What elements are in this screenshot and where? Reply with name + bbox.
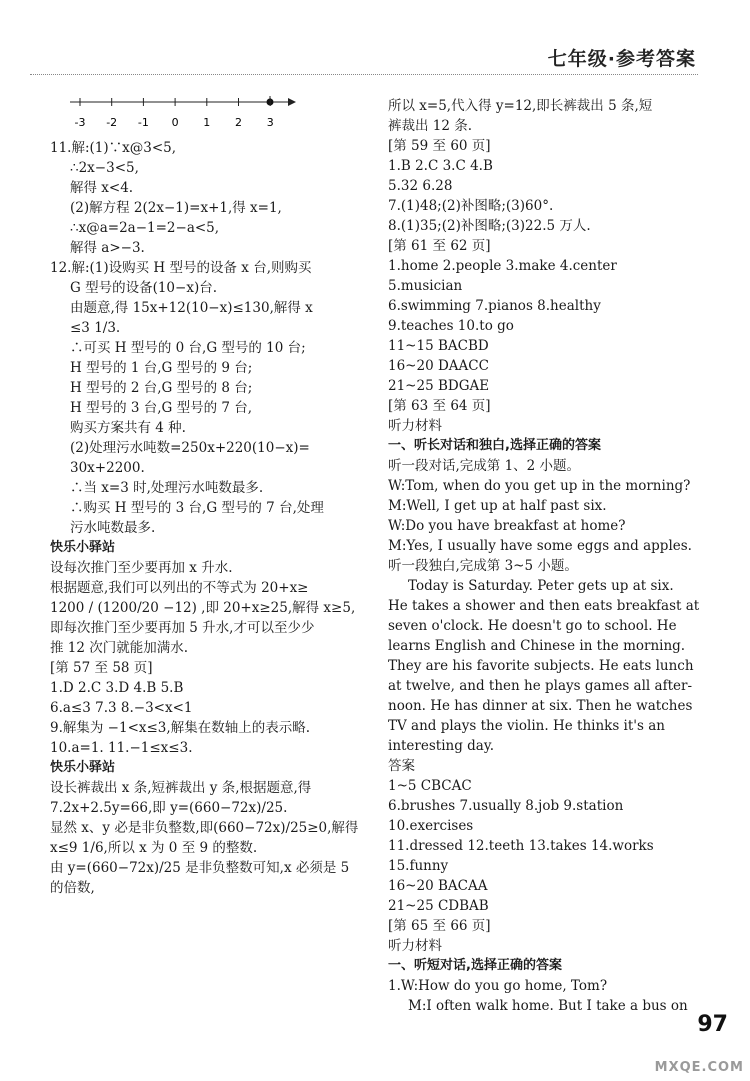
text-line: W:Do you have breakfast at home? xyxy=(388,518,626,534)
text-line: 30x+2200. xyxy=(70,460,145,476)
text-line: 设长裤裁出 x 条,短裤裁出 y 条,根据题意,得 xyxy=(50,780,312,796)
text-line: 8.(1)35;(2)补图略;(3)22.5 万人. xyxy=(388,218,591,234)
text-line: ∴2x−3<5, xyxy=(70,160,139,176)
text-line: H 型号的 1 台,G 型号的 9 台; xyxy=(70,360,253,376)
text-line: 设每次推门至少要再加 x 升水. xyxy=(50,560,233,576)
text-line: 听力材料 xyxy=(388,938,442,954)
axis-arrow xyxy=(288,98,296,106)
text-line: 解得 x<4. xyxy=(70,180,134,196)
text-line: 21~25 CDBAB xyxy=(388,898,489,914)
text-line: G 型号的设备(10−x)台. xyxy=(70,280,218,296)
text-line: 由题意,得 15x+12(10−x)≤130,解得 x xyxy=(70,300,313,316)
text-line: [第 59 至 60 页] xyxy=(388,138,491,154)
text-line: 9.解集为 −1<x≤3,解集在数轴上的表示略. xyxy=(50,720,310,736)
text-line: x≤9 1/6,所以 x 为 0 至 9 的整数. xyxy=(50,840,258,856)
text-line: M:Yes, I usually have some eggs and apples. xyxy=(388,538,692,554)
text-line: 一、听长对话和独白,选择正确的答案 xyxy=(388,438,601,453)
text-line: 5.musician xyxy=(388,278,463,294)
text-line: 5.32 6.28 xyxy=(388,178,453,194)
text-line: 答案 xyxy=(388,758,415,774)
page-title: 七年级·参考答案 xyxy=(547,48,696,70)
text-line: ≤3 1/3. xyxy=(70,320,121,336)
text-line: 的倍数, xyxy=(50,880,95,896)
text-line: They are his favorite subjects. He eats lunch xyxy=(388,658,694,674)
text-line: 1~5 CBCAC xyxy=(388,778,472,794)
text-line: ∴购买 H 型号的 3 台,G 型号的 7 台,处理 xyxy=(70,500,324,516)
number-line-figure xyxy=(66,96,306,136)
text-line: 推 12 次门就能加满水. xyxy=(50,640,189,656)
text-line: M:I often walk home. But I take a bus on xyxy=(408,998,688,1014)
text-line: 9.teaches 10.to go xyxy=(388,318,514,334)
text-line: 快乐小驿站 xyxy=(50,540,116,555)
text-line: 7.2x+2.5y=66,即 y=(660−72x)/25. xyxy=(50,800,288,816)
text-line: 听力材料 xyxy=(388,418,442,434)
text-line: [第 57 至 58 页] xyxy=(50,660,153,676)
right-column xyxy=(388,96,718,1016)
text-line: 听一段对话,完成第 1、2 小题。 xyxy=(388,458,581,474)
text-line: 12.解:(1)设购买 H 型号的设备 x 台,则购买 xyxy=(50,260,312,276)
text-line: ∴可买 H 型号的 0 台,G 型号的 10 台; xyxy=(70,340,306,356)
text-line: 10.exercises xyxy=(388,818,474,834)
text-line: (2)处理污水吨数=250x+220(10−x)= xyxy=(70,440,310,456)
text-line: 即每次推门至少要再加 5 升水,才可以至少少 xyxy=(50,620,315,636)
text-line: 由 y=(660−72x)/25 是非负整数可知,x 必须是 5 xyxy=(50,860,350,876)
text-line: 7.(1)48;(2)补图略;(3)60°. xyxy=(388,198,554,214)
text-line: M:Well, I get up at half past six. xyxy=(388,498,607,514)
text-line: 1.D 2.C 3.D 4.B 5.B xyxy=(50,680,184,696)
text-line: 根据题意,我们可以列出的不等式为 20+x≥ xyxy=(50,580,309,596)
text-line: [第 61 至 62 页] xyxy=(388,238,491,254)
text-line: noon. He has dinner at six. Then he watches xyxy=(388,698,693,714)
text-line: 10.a=1. 11.−1≤x≤3. xyxy=(50,740,193,756)
number-line-tick-label: 0 xyxy=(171,116,179,129)
text-line: ∴x@a=2a−1=2−a<5, xyxy=(70,220,220,236)
text-line: 6.swimming 7.pianos 8.healthy xyxy=(388,298,601,314)
text-line: (2)解方程 2(2x−1)=x+1,得 x=1, xyxy=(70,200,282,216)
number-line-tick-label: 1 xyxy=(203,116,211,129)
text-line: seven o'clock. He doesn't go to school. He xyxy=(388,618,677,634)
watermark: MXQE.COM xyxy=(654,1060,744,1075)
text-line: H 型号的 2 台,G 型号的 8 台; xyxy=(70,380,253,396)
text-line: 快乐小驿站 xyxy=(50,760,116,775)
text-line: Today is Saturday. Peter gets up at six. xyxy=(408,578,674,594)
text-line: 6.a≤3 7.3 8.−3<x<1 xyxy=(50,700,193,716)
number-line-tick-label: -2 xyxy=(106,116,118,129)
text-line: 污水吨数最多. xyxy=(70,520,156,536)
text-line: 一、听短对话,选择正确的答案 xyxy=(388,958,562,973)
text-line: 16~20 BACAA xyxy=(388,878,488,894)
text-line: 解得 a>−3. xyxy=(70,240,145,256)
text-line: [第 65 至 66 页] xyxy=(388,918,491,934)
text-line: learns English and Chinese in the morning. xyxy=(388,638,686,654)
text-line: 6.brushes 7.usually 8.job 9.station xyxy=(388,798,624,814)
text-line: 11.dressed 12.teeth 13.takes 14.works xyxy=(388,838,654,854)
text-line: 15.funny xyxy=(388,858,449,874)
number-line-tick-label: -1 xyxy=(137,116,149,129)
text-line: He takes a shower and then eats breakfast at xyxy=(388,598,700,614)
header-divider xyxy=(30,74,698,75)
text-line: 21~25 BDGAE xyxy=(388,378,490,394)
text-line: interesting day. xyxy=(388,738,494,754)
text-line: TV and plays the violin. He thinks it's an xyxy=(388,718,665,734)
text-line: W:Tom, when do you get up in the morning? xyxy=(388,478,691,494)
text-line: 1.home 2.people 3.make 4.center xyxy=(388,258,617,274)
text-line: 1.W:How do you go home, Tom? xyxy=(388,978,608,994)
text-line: 裤裁出 12 条. xyxy=(388,118,473,134)
number-line-tick-label: 2 xyxy=(235,116,242,129)
text-line: 11.解:(1)∵x@3<5, xyxy=(50,140,177,156)
text-line: 所以 x=5,代入得 y=12,即长裤裁出 5 条,短 xyxy=(388,98,653,114)
text-line: H 型号的 3 台,G 型号的 7 台, xyxy=(70,400,253,416)
text-line: 1200 / (1200/20 −12) ,即 20+x≥25,解得 x≥5, xyxy=(50,600,356,616)
text-line: 听一段独白,完成第 3~5 小题。 xyxy=(388,558,578,574)
number-line-tick-label: 3 xyxy=(266,116,274,129)
left-column xyxy=(50,138,370,898)
number-line-tick-label: -3 xyxy=(74,116,86,129)
text-line: ∴当 x=3 时,处理污水吨数最多. xyxy=(70,480,264,496)
text-line: 1.B 2.C 3.C 4.B xyxy=(388,158,493,174)
page-number: 97 xyxy=(697,1012,728,1037)
text-line: 11~15 BACBD xyxy=(388,338,489,354)
text-line: 16~20 DAACC xyxy=(388,358,489,374)
text-line: at twelve, and then he plays games all after- xyxy=(388,678,693,694)
text-line: 购买方案共有 4 种. xyxy=(70,420,186,436)
text-line: 显然 x、y 必是非负整数,即(660−72x)/25≥0,解得 xyxy=(50,820,359,836)
text-line: [第 63 至 64 页] xyxy=(388,398,491,414)
